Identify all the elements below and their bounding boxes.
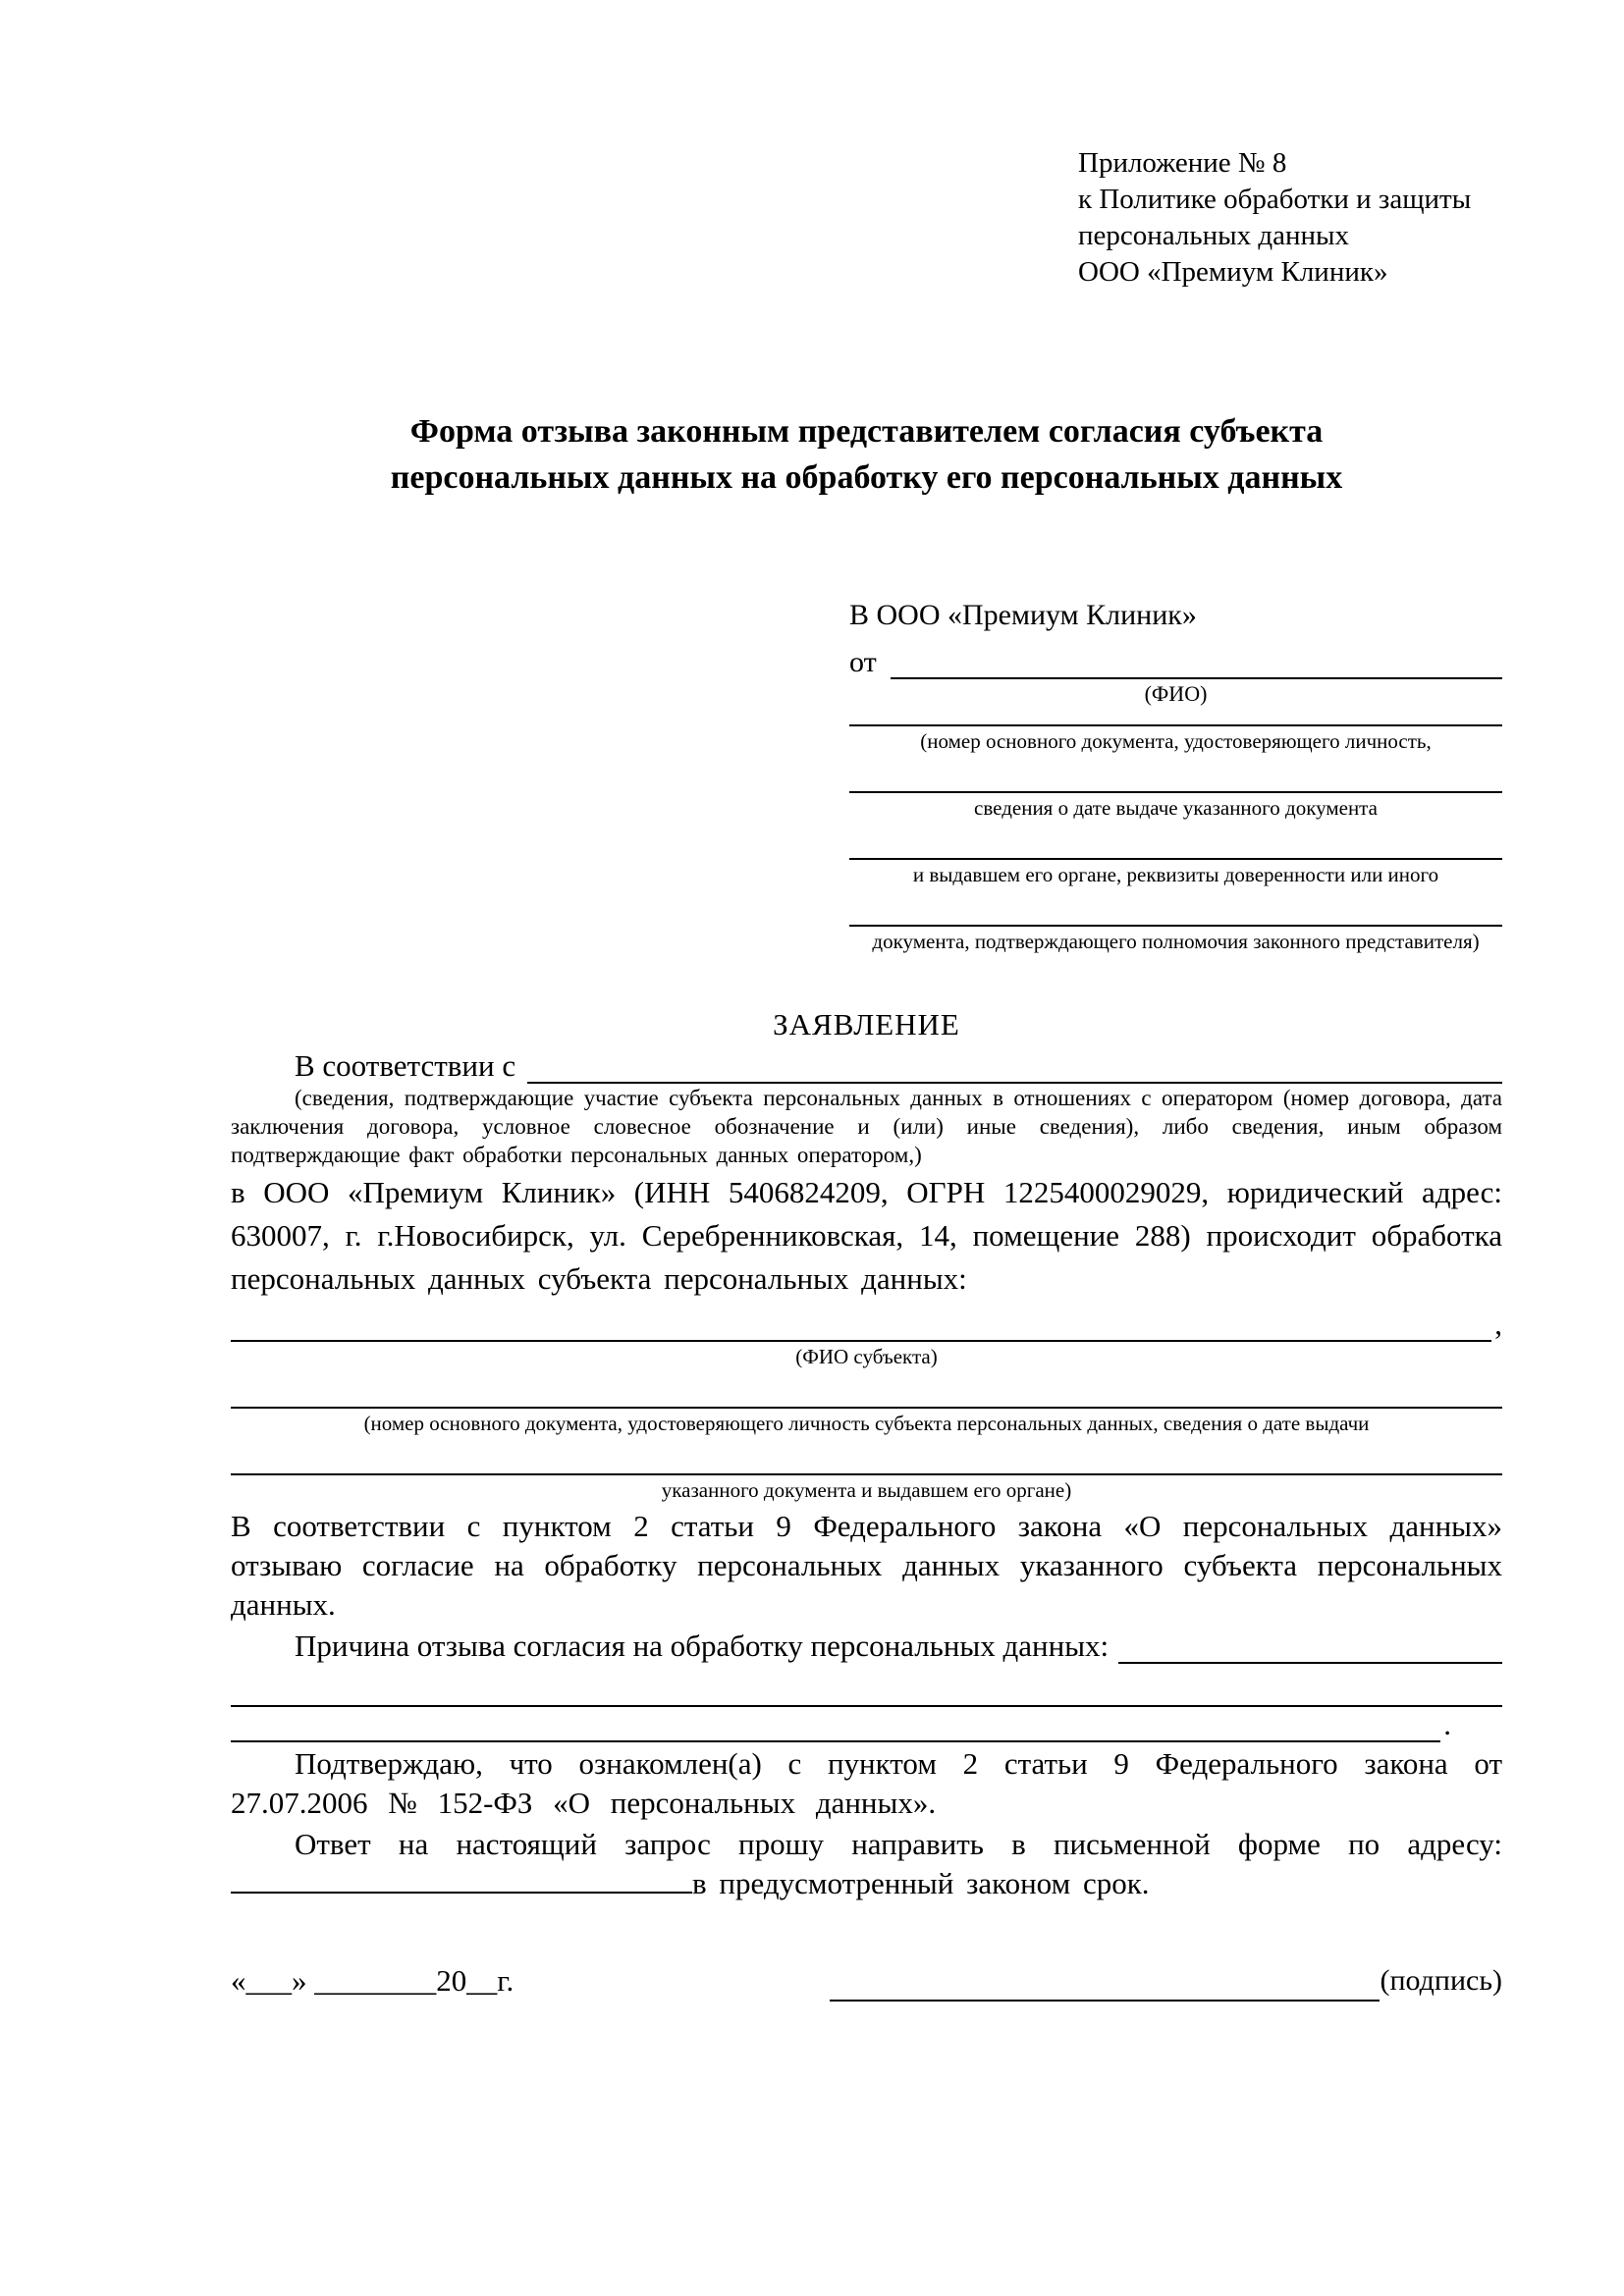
appendix-line-2: к Политике обработки и защиты <box>1078 184 1472 215</box>
doc-number-line <box>849 709 1502 726</box>
reason-continuation-line-1 <box>231 1664 1502 1707</box>
reason-fill-line <box>1118 1662 1502 1664</box>
from-row <box>849 636 1502 679</box>
signature-group <box>830 1960 1502 2002</box>
addressee-to: В ООО «Премиум Клиник» <box>849 599 1197 631</box>
from-label: от <box>849 646 877 678</box>
reply-tail: в предусмотренный законом срок. <box>692 1866 1150 1900</box>
doc-number-caption: (номер основного документа, удостоверяющего личность, <box>920 729 1432 753</box>
subject-doc-line-1 <box>231 1371 1502 1409</box>
date-blank: «___» ________20__г. <box>231 1963 514 1998</box>
doc-authority-line <box>849 823 1502 860</box>
subject-fio-comma: , <box>1494 1307 1502 1341</box>
reply-address-line <box>231 1892 692 1894</box>
reply-paragraph <box>231 1825 1502 1903</box>
accordance-row <box>231 1044 1502 1084</box>
fio-caption: (ФИО) <box>1144 681 1208 706</box>
footer-row <box>231 1960 1502 2002</box>
doc-issue-date-caption: сведения о дате выдаче указанного документа <box>974 796 1378 820</box>
reason-row <box>231 1625 1502 1664</box>
trailing-period: . <box>1443 1707 1451 1741</box>
subject-fio-row <box>231 1301 1502 1342</box>
subject-doc-line-2 <box>231 1438 1502 1475</box>
document-title: Форма отзыва законным представителем согласия субъекта персональных данных на обработку его персональных данных <box>390 413 1343 496</box>
reason-continuation-row-2 <box>231 1707 1502 1742</box>
appendix-line-4: ООО «Премиум Клиник» <box>1078 256 1388 288</box>
subject-doc-caption-2: указанного документа и выдавшем его органе) <box>661 1478 1072 1502</box>
appendix-line-1: Приложение № 8 <box>1078 147 1287 179</box>
doc-powers-caption: документа, подтверждающего полномочия законного представителя) <box>872 930 1480 953</box>
accordance-caption: (сведения, подтверждающие участие субъекта персональных данных в отношениях с оператором (номер договора, дата заключения договора, условное словесное обозначение и (или) иные сведения), либо сведения, иным образом подтверждающие факт обработки персональных данных оператором,) <box>231 1086 1502 1167</box>
appendix-line-3: персональных данных <box>1078 220 1350 251</box>
addressee-block <box>849 595 1502 956</box>
signature-caption: (подпись) <box>1380 1964 1502 1997</box>
subject-fio-caption: (ФИО субъекта) <box>795 1345 938 1368</box>
doc-authority-caption: и выдавшем его органе, реквизиты доверенности или иного <box>912 863 1439 886</box>
confirmation-paragraph: Подтверждаю, что ознакомлен(а) с пунктом 2 статьи 9 Федерального закона от 27.07.2006 № 152-ФЗ «О персональных данных». <box>231 1746 1502 1820</box>
reason-label: Причина отзыва согласия на обработку персональных данных: <box>295 1629 1110 1663</box>
reason-continuation-line-2 <box>231 1740 1440 1742</box>
appendix-block <box>1078 145 1502 291</box>
operator-paragraph: в ООО «Премиум Клиник» (ИНН 5406824209, ОГРН 1225400029029, юридический адрес: 630007, г. г.Новосибирск, ул. Серебренниковская, 14, помещение 288) происходит обработка персональных данных субъекта персональных данных: <box>231 1175 1502 1296</box>
signature-line <box>830 1964 1380 2002</box>
withdrawal-paragraph: В соответствии с пунктом 2 статьи 9 Федерального закона «О персональных данных» отзываю согласие на обработку персональных данных указанного субъекта персональных данных. <box>231 1509 1502 1622</box>
statement-heading: ЗАЯВЛЕНИЕ <box>773 1007 960 1041</box>
subject-doc-caption-1: (номер основного документа, удостоверяющего личность субъекта персональных данных, сведения о дате выдачи <box>363 1412 1370 1435</box>
doc-powers-line <box>849 889 1502 927</box>
reply-label: Ответ на настоящий запрос прошу направить в письменной форме по адресу: <box>295 1827 1502 1861</box>
accordance-label: В соответствии с <box>295 1048 516 1083</box>
doc-issue-date-line <box>849 756 1502 793</box>
